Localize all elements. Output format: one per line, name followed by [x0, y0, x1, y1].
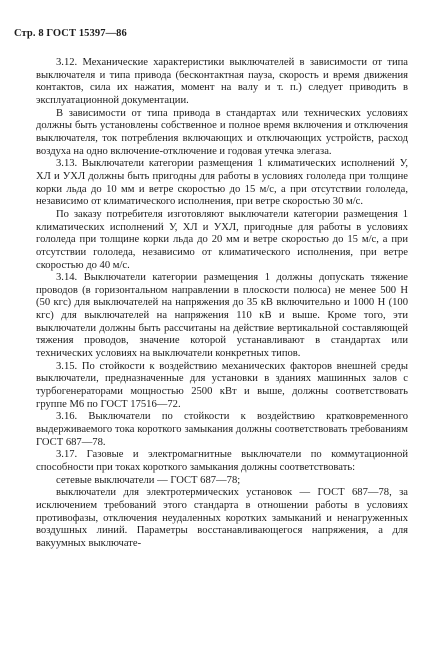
paragraph-3-17: 3.17. Газовые и электромагнитные выключатели по коммутационной способности при токах короткого замыкания должны соответствовать: — [36, 449, 408, 473]
paragraph-network-switches: сетевые выключатели — ГОСТ 687—78; — [56, 474, 241, 486]
paragraph-drive-dependency: В зависимости от типа привода в стандартах или технических условиях должны быть установлены собственное и полное время включения и отключения выключателя, ток потребления включающих и отключающих устройств, расход воздуха на одно включение-отключение и годовая утечка элегаза. — [36, 107, 408, 157]
paragraph-electrothermal: выключатели для электротермических установок — ГОСТ 687—78, за исключением требований этого стандарта в отношении работы в условиях противофазы, отключения неудаленных коротких замыканий и ненагруженных воздушных линий. Параметры восстанавливающегося напряжения, а для вакуумных выключате- — [36, 487, 408, 549]
paragraph-3-13: 3.13. Выключатели категории размещения 1 климатических исполнений У, ХЛ и УХЛ должны быть пригодны для работы в условиях гололеда при толщине корки льда до 10 мм и ветре скоростью до 15 м/с, а при отсутствии гололеда, независимо от климатического исполнения, при ветре скоростью 30 м/с. — [36, 158, 408, 208]
paragraph-3-12: 3.12. Механические характеристики выключателей в зависимости от типа выключателя и типа привода (бесконтактная пауза, скорость и время движения контактов, сила их нажатия, момент на валу и т. п.) следует приводить в эксплуатационной документации. — [36, 57, 408, 106]
paragraph-3-14: 3.14. Выключатели категории размещения 1 должны допускать тяжение проводов (в горизонтальном направлении в плоскости полюса) не менее 500 Н (50 кгс) для выключателей на напряжения до 35 кВ включительно и 1000 Н (100 кгс) для выключателей на напряжения 110 кВ и выше. Кроме того, эти выключатели должны быть рассчитаны на действие вертикальной составляющей тяжения проводов, значение которой устанавливают в стандартах или технических условиях на выключатели конкретных типов. — [36, 272, 408, 360]
paragraph-customer-order: По заказу потребителя изготовляют выключатели категории размещения 1 климатических исполнений У, ХЛ и УХЛ, пригодные для работы в условиях гололеда при толщине корки льда до 20 мм и ветре скоростью до 15 м/с, а при отсутствии гололеда, независимо от климатического исполнения, при ветре скоростью до 40 м/с. — [36, 208, 408, 271]
document-body — [36, 57, 408, 551]
paragraph-3-16: 3.16. Выключатели по стойкости к воздействию кратковременного выдерживаемого тока короткого замыкания должны соответствовать требованиям ГОСТ 687—78. — [36, 411, 408, 448]
paragraph-3-15: 3.15. По стойкости к воздействию механических факторов внешней среды выключатели, предназначенные для установки в зданиях машинных залов с турбогенераторами мощностью 2500 кВт и выше, должны соответствовать группе М6 по ГОСТ 17516—72. — [36, 360, 408, 410]
page-header: Стр. 8 ГОСТ 15397—86 — [14, 28, 127, 39]
